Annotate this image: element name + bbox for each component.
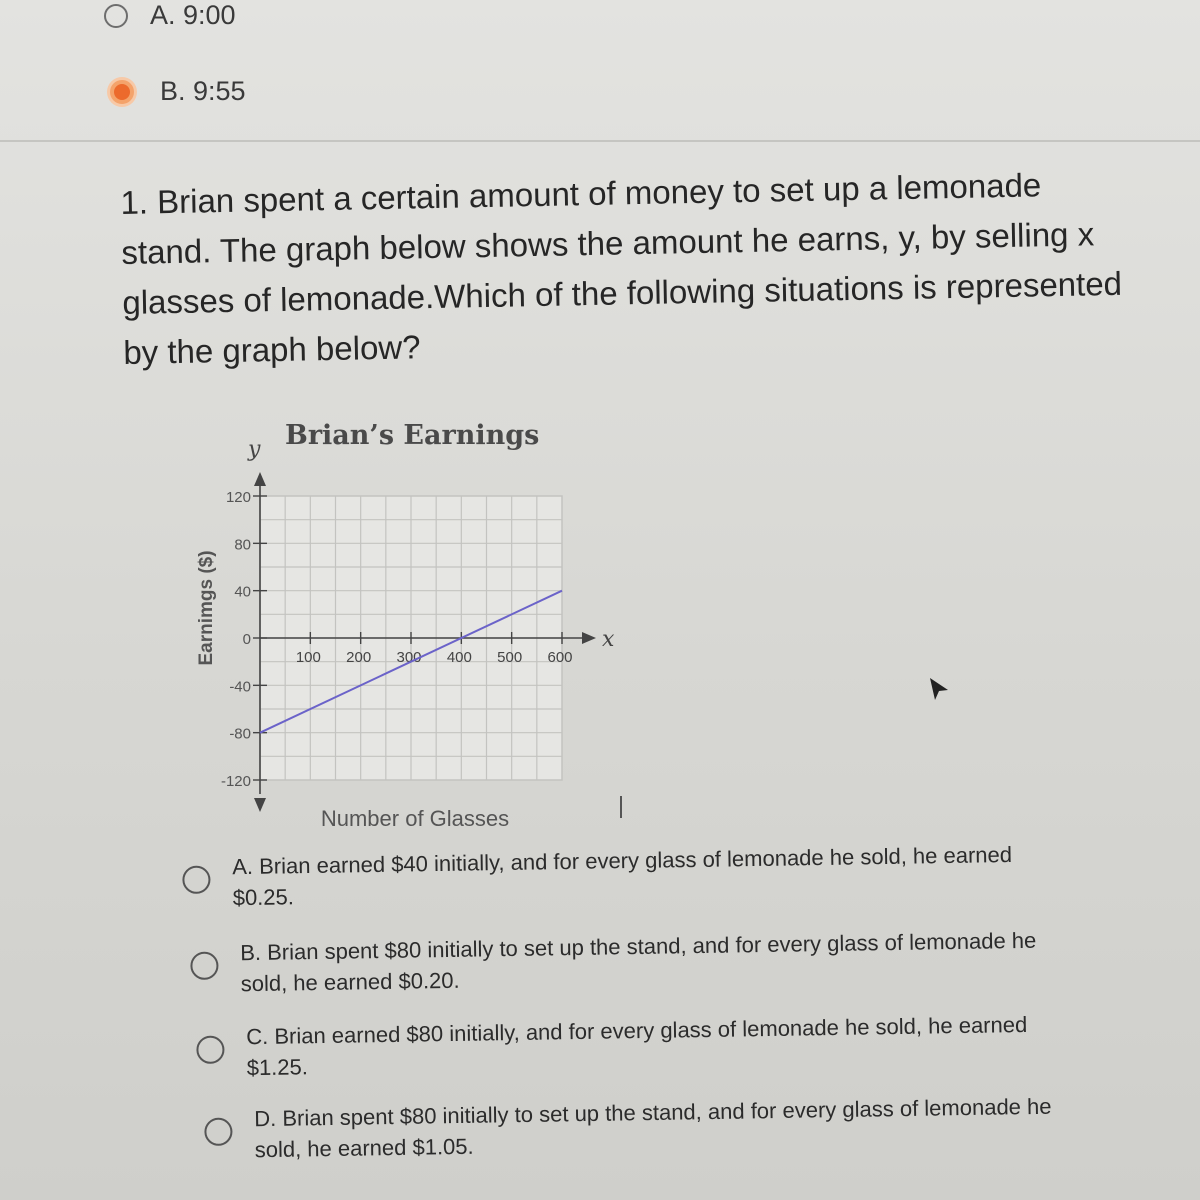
y-tick-label: -120 (220, 773, 251, 790)
mouse-pointer-icon (928, 676, 950, 702)
choice-a-text: A. Brian earned $40 initially, and for every glass of lemonade he sold, he earned $0.25. (232, 841, 1013, 911)
x-tick-label: 100 (295, 649, 321, 666)
x-tick-label: 200 (346, 649, 372, 666)
prev-option-a-label: A. 9:00 (150, 0, 236, 30)
radio-icon[interactable] (190, 952, 218, 980)
question-text: 1. Brian spent a certain amount of money to set up a lemonade stand. The graph below shows the amount he earns, y, by selling x glasses of lemonade.Which of the following situations is represented by the graph below? (120, 166, 1123, 371)
choice-c[interactable] (196, 1009, 1047, 1084)
x-axis-letter: x (602, 627, 615, 652)
x-tick-label: 300 (396, 649, 422, 666)
y-tick-label: 0 (242, 631, 251, 648)
question-divider (0, 140, 1200, 142)
y-axis-arrow-down (254, 798, 266, 812)
x-axis-arrow (582, 632, 596, 644)
y-axis-title: Earnimgs ($) (196, 550, 217, 666)
choice-c-text: C. Brian earned $80 initially, and for every glass of lemonade he sold, he earned $1.25. (246, 1011, 1028, 1081)
chart-title: Brian’s Earnings (285, 420, 540, 451)
y-tick-label: 80 (234, 536, 251, 554)
choice-d[interactable] (204, 1091, 1055, 1166)
text-caret (620, 796, 622, 818)
y-tick-label: 40 (234, 583, 251, 601)
choice-b-text: B. Brian spent $80 initially to set up the stand, and for every glass of lemonade he sold, he earned $0.20. (240, 927, 1037, 997)
earnings-chart (180, 430, 640, 830)
y-tick-label: -40 (229, 678, 251, 696)
radio-icon[interactable] (204, 1118, 232, 1146)
y-axis-arrow-up (254, 472, 266, 486)
x-tick-label: 600 (547, 649, 573, 666)
prev-option-a[interactable] (104, 0, 236, 31)
choice-a[interactable] (182, 839, 1033, 914)
x-tick-label: 400 (446, 649, 472, 666)
y-tick-label: -80 (229, 725, 251, 743)
radio-icon[interactable] (182, 866, 210, 894)
prev-option-b[interactable] (110, 76, 246, 107)
choice-d-text: D. Brian spent $80 initially to set up the stand, and for every glass of lemonade he sold, he earned $1.05. (254, 1093, 1052, 1163)
y-axis-letter: y (248, 437, 261, 462)
prev-option-b-label: B. 9:55 (160, 76, 246, 106)
radio-icon[interactable] (104, 4, 128, 28)
x-axis-title: Number of Glasses (320, 806, 510, 830)
y-tick-label: 120 (225, 489, 251, 506)
radio-icon[interactable] (196, 1036, 224, 1064)
x-tick-label: 500 (497, 649, 523, 666)
choice-b[interactable] (190, 925, 1041, 1000)
radio-selected-icon[interactable] (110, 80, 134, 104)
